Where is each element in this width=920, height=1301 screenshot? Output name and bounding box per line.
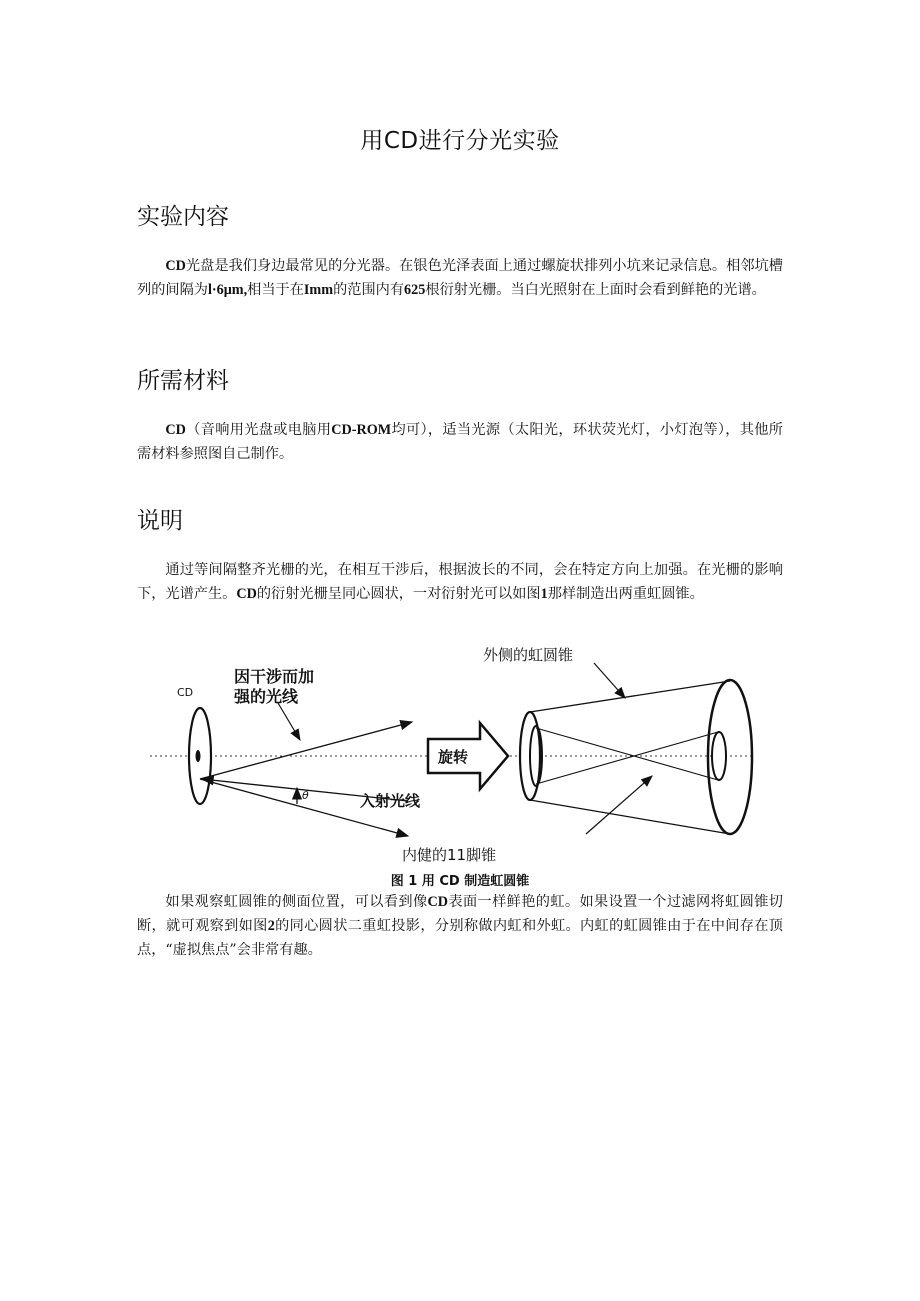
section-heading-notes: 说明 xyxy=(137,508,183,534)
pointer-arrow-interference xyxy=(278,703,300,740)
paragraph-materials xyxy=(137,418,783,466)
inner-cone-line-2 xyxy=(536,732,718,784)
text-spacing: l·6μm, xyxy=(207,282,248,298)
paragraph-notes-1 xyxy=(137,558,783,606)
inner-cone-line-1 xyxy=(536,728,718,780)
pointer-arrow-outer xyxy=(594,663,625,698)
label-incident-ray: 入射光线 xyxy=(360,792,421,810)
text-span: 的范围内有 xyxy=(333,282,405,298)
text-span: 均可），适当光源（太阳光，环状荧光灯，小灯泡等），其他所需材料参照图自己制作。 xyxy=(137,422,783,462)
text-span: 的衍射光栅呈同心圆状，一对衍射光可以如图 xyxy=(256,586,541,602)
label-rotate: 旋转 xyxy=(438,748,469,766)
section-heading-content: 实验内容 xyxy=(137,204,229,230)
text-span: 根衍射光栅。当白光照射在上面时会看到鲜艳的光谱。 xyxy=(425,282,766,298)
label-inner-cone: 内健的11脚锥 xyxy=(402,846,497,864)
text-cd: CD xyxy=(427,894,449,910)
text-count: 625 xyxy=(404,282,426,298)
paragraph-content xyxy=(137,254,783,302)
text-span: 如果观察虹圆锥的侧面位置，可以看到像 xyxy=(165,894,428,910)
text-cd: CD xyxy=(165,258,186,274)
label-cd: CD xyxy=(177,686,194,699)
section-heading-materials: 所需材料 xyxy=(137,368,229,394)
text-figure-number: 2 xyxy=(267,918,275,934)
text-cd: CD xyxy=(165,422,186,438)
text-range: Imm xyxy=(303,282,334,298)
diffracted-ray-upper xyxy=(200,722,412,779)
text-cdrom: CD-ROM xyxy=(331,422,392,438)
outer-cone-top xyxy=(530,681,730,712)
inner-cone-base xyxy=(712,732,726,780)
text-span: （音响用光盘或电脑用 xyxy=(185,422,332,438)
text-span: 光盘是我们身边最常见的分光器。在银色光泽表面上通过螺旋状排列小坑来记录信息。相邻坑槽列的间隔为 xyxy=(137,258,783,298)
figure-1 xyxy=(150,636,770,872)
figure-caption: 图 1 用 CD 制造虹圆锥 xyxy=(390,874,530,889)
text-span: 通过等间隔整齐光栅的光，在相互干涉后，根据波长的不同，会在特定方向上加强。在光栅的影响下，光谱产生。 xyxy=(137,562,783,602)
cd-hole xyxy=(196,750,201,762)
pointer-arrow-inner xyxy=(586,776,652,834)
text-cd: CD xyxy=(236,586,257,602)
label-interference-2: 强的光线 xyxy=(234,687,299,706)
paragraph-notes-2 xyxy=(137,890,783,962)
outer-cone-bottom xyxy=(530,800,730,834)
label-outer-cone: 外侧的虹圆锥 xyxy=(483,646,574,664)
text-span: 那样制造出两重虹圆锥。 xyxy=(547,586,704,602)
label-interference-1: 因干涉而加 xyxy=(234,667,315,686)
text-span: 表面一样鲜艳的虹。如果设置一个过滤网将虹圆锥切断，就可观察到如图 xyxy=(137,894,783,934)
label-theta: θ xyxy=(302,789,309,802)
text-span: 的同心圆状二重虹投影，分别称做内虹和外虹。内虹的虹圆锥由于在中间存在顶点，“虚拟焦点”会非常有趣。 xyxy=(137,918,783,958)
text-figure-number: 1 xyxy=(540,586,548,602)
page-title: 用CD进行分光实验 xyxy=(360,128,560,154)
text-span: 相当于在 xyxy=(247,282,304,298)
